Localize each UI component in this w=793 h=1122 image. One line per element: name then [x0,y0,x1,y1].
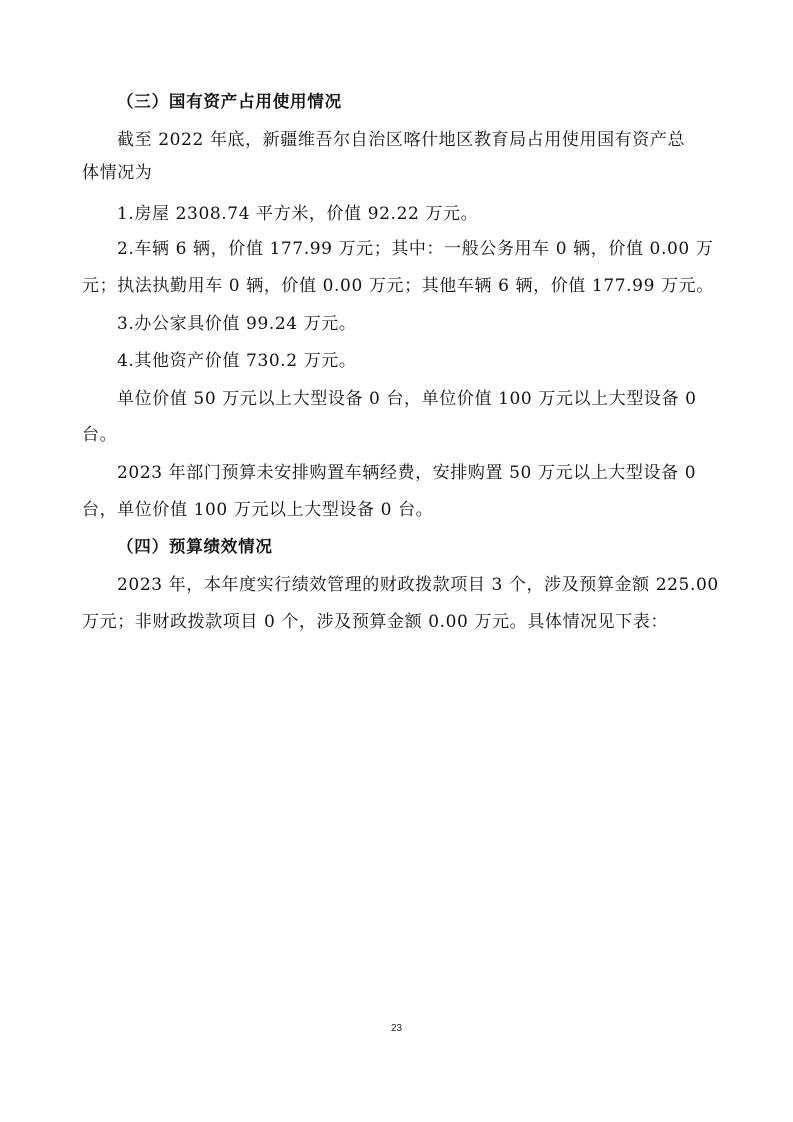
section-heading-performance: （四）预算绩效情况 [117,537,273,556]
assets-intro-line-1: 截至 2022 年底，新疆维吾尔自治区喀什地区教育局占用使用国有资产总 [117,130,686,150]
page-number: 23 [390,1023,403,1034]
assets-item-4: 4.其他资产价值 730.2 万元。 [117,351,357,371]
budget-2023-line-1: 2023 年部门预算未安排购置车辆经费，安排购置 50 万元以上大型设备 0 [117,463,697,483]
assets-intro-line-2: 体情况为 [82,163,153,183]
assets-item-2-line-1: 2.车辆 6 辆，价值 177.99 万元；其中：一般公务用车 0 辆，价值 0.00 万 [117,239,714,259]
performance-para-line-2: 万元；非财政拨款项目 0 个，涉及预算金额 0.00 万元。具体情况见下表： [82,612,669,632]
performance-para-line-1: 2023 年，本年度实行绩效管理的财政拨款项目 3 个，涉及预算金额 225.00 [117,575,719,595]
assets-item-2-line-2: 元；执法执勤用车 0 辆，价值 0.00 万元；其他车辆 6 辆，价值 177.99 万元。 [82,276,714,296]
section-heading-assets: （三）国有资产占用使用情况 [117,92,342,111]
equipment-line-1: 单位价值 50 万元以上大型设备 0 台，单位价值 100 万元以上大型设备 0 [117,389,697,409]
budget-2023-line-2: 台，单位价值 100 万元以上大型设备 0 台。 [82,500,434,520]
assets-item-3: 3.办公家具价值 99.24 万元。 [117,314,357,334]
equipment-line-2: 台。 [82,425,118,445]
assets-item-1: 1.房屋 2308.74 平方米，价值 92.22 万元。 [117,204,479,224]
